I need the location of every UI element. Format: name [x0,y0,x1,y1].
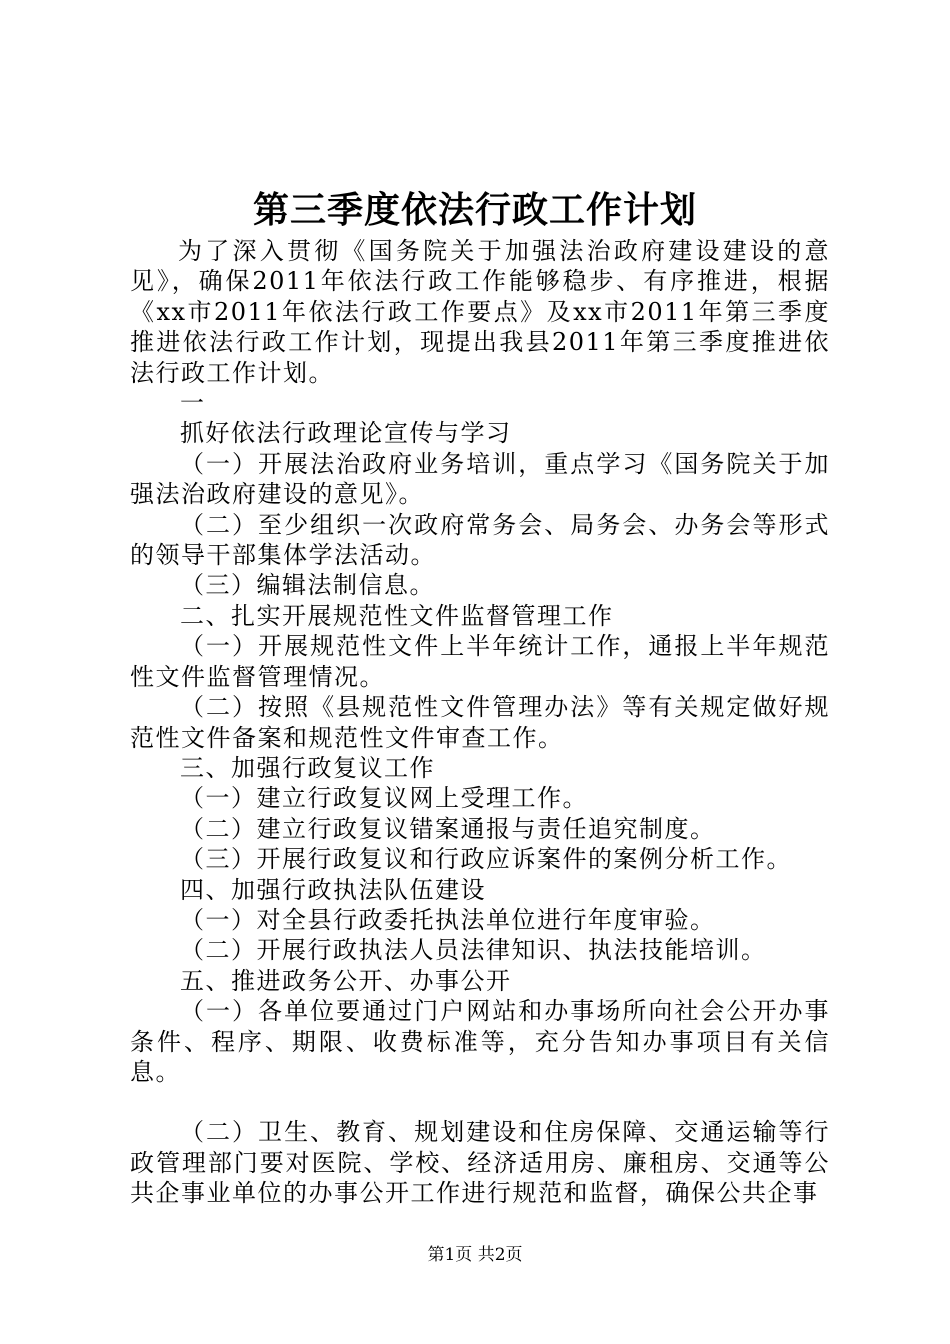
document-body [130,236,830,1209]
section-3-item-3: （三）开展行政复议和行政应诉案件的案例分析工作。 [180,845,792,874]
section-2-item-2: （二）按照《县规范性文件管理办法》等有关规定做好规范性文件备案和规范性文件审查工作。 [130,693,830,752]
section-1-item-2: （二）至少组织一次政府常务会、局务会、办务会等形式的领导干部集体学法活动。 [130,510,830,570]
section-1-item-1: （一）开展法治政府业务培训，重点学习《国务院关于加强法治政府建设的意见》。 [130,449,830,509]
section-4-item-2: （二）开展行政执法人员法律知识、执法技能培训。 [180,936,767,965]
document-title: 第三季度依法行政工作计划 [252,189,697,231]
section-4-item-1: （一）对全县行政委托执法单位进行年度审验。 [180,905,716,934]
section-3-item-1: （一）建立行政复议网上受理工作。 [180,784,588,813]
section-1-item-3: （三）编辑法制信息。 [180,571,435,600]
section-5-item-1: （一）各单位要通过门户网站和办事场所向社会公开办事条件、程序、期限、收费标准等，充分告知办事项目有关信息。 [130,997,830,1086]
section-5-item-2: （二）卫生、教育、规划建设和住房保障、交通运输等行政管理部门要对医院、学校、经济适用房、廉租房、交通等公共企事业单位的办事公开工作进行规范和监督，确保公共企事 [130,1118,830,1208]
page-number-footer: 第1页 共2页 [427,1245,523,1265]
section-4-heading: 四、加强行政执法队伍建设 [180,875,486,904]
intro-paragraph: 为了深入贯彻《国务院关于加强法治政府建设建设的意见》，确保2011年依法行政工作能够稳步、有序推进，根据《xx市2011年依法行政工作要点》及xx市2011年第三季度推进依法行政工作计划，现提出我县2011年第三季度推进依法行政工作计划。 [130,237,830,387]
section-3-heading: 三、加强行政复议工作 [180,753,435,782]
section-5-heading: 五、推进政务公开、办事公开 [180,966,512,995]
section-3-item-2: （二）建立行政复议错案通报与责任追究制度。 [180,814,716,843]
section-1-subheading: 抓好依法行政理论宣传与学习 [180,419,512,448]
paragraph-gap [130,1087,830,1117]
section-1-heading: 一 [180,389,206,418]
section-2-item-1: （一）开展规范性文件上半年统计工作，通报上半年规范性文件监督管理情况。 [130,632,830,691]
section-2-heading: 二、扎实开展规范性文件监督管理工作 [180,601,614,630]
